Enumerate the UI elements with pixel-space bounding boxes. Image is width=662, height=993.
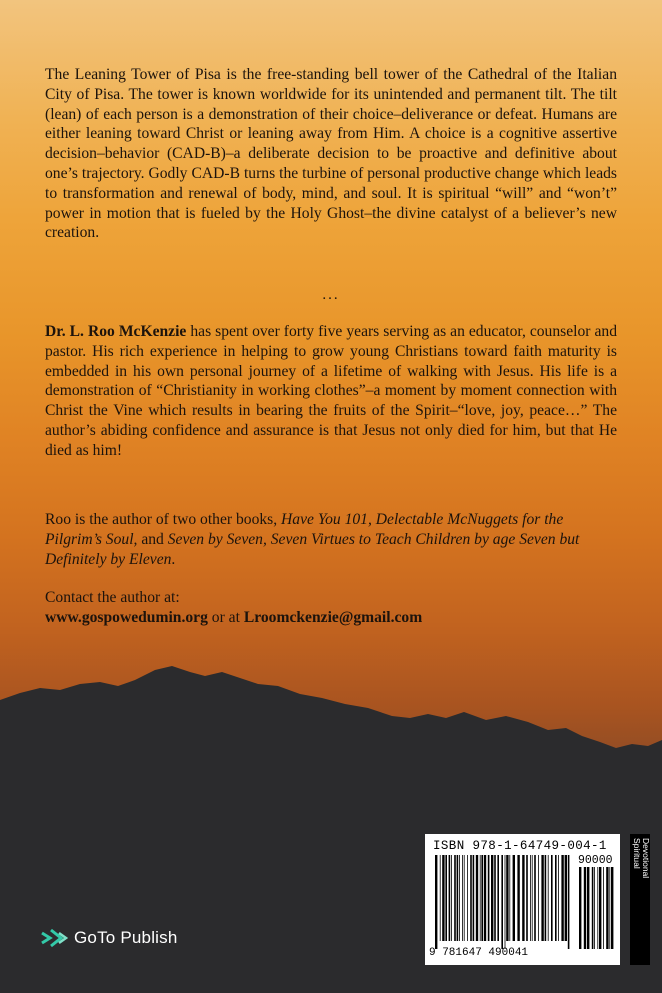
barcode-bar: [522, 855, 524, 941]
barcode-bar: [579, 867, 581, 949]
barcode-bar: [506, 855, 508, 941]
barcode-bar: [451, 855, 452, 941]
website-link[interactable]: www.gospowedumin.org: [45, 608, 208, 626]
barcode-bar: [467, 855, 468, 941]
barcode-bar: [565, 855, 567, 941]
barcode-bar: [442, 855, 444, 941]
publisher-name-part2: Publish: [115, 928, 178, 947]
email-link[interactable]: Lroomckenzie@gmail.com: [243, 608, 423, 626]
barcode-bar: [445, 855, 447, 941]
genre-text: [630, 834, 650, 969]
barcode-bar: [530, 855, 531, 941]
barcode-bar: [440, 855, 441, 941]
barcode-bar: [459, 855, 460, 941]
barcode-bar: [509, 855, 510, 941]
goto-publish-logo-icon: [40, 927, 68, 949]
barcode-bar: [541, 855, 543, 941]
leaning-tower-paragraph: The Leaning Tower of Pisa is the free-standing bell tower of the Cathedral of the Italian City of Pisa. The tower is known worldwide for its unintended and permanent tilt. The tilt (lean) of each person is a demonstration of their choice–deliverance or defeat. Humans are either leaning toward Christ or leaning away from Him. A choice is a cognitive assertive decision–behavior (CAD-B)–a deliberate decision to be proactive and definitive about one’s trajectory. Godly CAD-B turns the turbine of personal productive change which leads to transformation and renewal of body, mind, and soul. It is spiritual “will” and “won’t” power in motion that is fueled by the Holy Ghost–the divine catalyst of a believer’s new creation.: [45, 66, 617, 242]
author-bio-text: has spent over forty five years serving as an educator, counselor and pastor. His rich experience in helping to grow young Christians toward faith maturity is embedded in his own personal journey of a lifetime of walking with Jesus. His life is a demonstration of “Christianity in working clothes”–a moment by moment connection with Christ the Vine which results in bearing the fruits of the Spirit–“love, joy, peace…” The author’s abiding confidence and assurance is that Jesus not only died for him, but that He died as him!: [45, 323, 617, 459]
barcode-bar: [584, 867, 586, 949]
author-name: Dr. L. Roo McKenzie: [45, 323, 187, 340]
barcode-bar: [454, 855, 456, 941]
barcode-bar: [558, 855, 559, 941]
genre-line2: Spiritual: [632, 838, 642, 869]
ean-number: 9 781647 490041: [429, 947, 529, 959]
barcode-bar: [545, 855, 547, 941]
barcode-bar: [494, 855, 496, 941]
barcode-bar: [548, 855, 549, 941]
book-title-seven-by-seven: Seven by Seven, Seven Virtues to Teach Children by age Seven but Definitely by Eleven: [45, 530, 580, 568]
barcode-bar: [611, 867, 613, 949]
barcode-bar: [491, 855, 493, 941]
barcode-bar: [470, 855, 472, 941]
isbn-number: ISBN 978-1-64749-004-1: [433, 839, 607, 853]
barcode-bar: [606, 867, 608, 949]
barcode-bar: [597, 867, 598, 949]
barcode-bar: [480, 855, 481, 941]
genre-line1: Devotional: [641, 838, 651, 879]
barcode-bar: [532, 855, 533, 941]
other-books-paragraph: [45, 510, 617, 569]
barcode-bar: [592, 867, 594, 949]
publisher-name-part1: GoTo: [74, 928, 116, 947]
book-title-have-you-101: Have You 101, Delectable McNuggets for the Pilgrim’s Soul,: [45, 511, 564, 548]
other-books-end: .: [171, 550, 176, 568]
publisher-name: [74, 928, 178, 948]
barcode-bar: [513, 855, 515, 941]
barcode-bar: [568, 855, 570, 949]
other-books-and: and: [137, 530, 168, 548]
barcode-bar: [501, 855, 503, 949]
barcode-bar: [587, 867, 589, 949]
contact-label: Contact the author at:: [45, 589, 180, 606]
barcode-bar: [457, 855, 459, 941]
contact-paragraph: [45, 588, 617, 628]
barcode-bar: [551, 855, 553, 941]
price-code: 90000: [578, 854, 613, 867]
barcode-bar: [561, 855, 563, 941]
publisher-logo: [40, 925, 178, 951]
isbn-barcode: [425, 834, 620, 965]
barcode-bar: [599, 867, 601, 949]
author-bio-paragraph: [45, 322, 617, 461]
barcode-bar: [517, 855, 519, 941]
barcode-bar: [505, 855, 506, 949]
barcode-bar: [435, 855, 437, 949]
barcode-bar: [603, 867, 604, 949]
barcode-bar: [538, 855, 539, 941]
barcode-bar: [484, 855, 486, 941]
barcode-bar: [526, 855, 528, 941]
barcode-bar: [462, 855, 463, 941]
barcode-bar: [609, 867, 610, 949]
barcode-bar: [497, 855, 499, 941]
addon-barcode-bars: [579, 867, 615, 949]
barcode-bar: [464, 855, 465, 941]
barcode-bar: [555, 855, 557, 941]
genre-label-box: [630, 834, 650, 965]
barcode-bar: [594, 867, 595, 949]
other-books-intro: Roo is the author of two other books,: [45, 511, 282, 528]
contact-or: or at: [207, 608, 244, 626]
barcode-bar: [476, 855, 478, 941]
barcode-bar: [488, 855, 490, 941]
barcode-bar: [481, 855, 483, 941]
ean-barcode-bars: [435, 855, 571, 949]
barcode-bar: [534, 855, 536, 941]
section-separator: ...: [322, 287, 340, 303]
barcode-bar: [449, 855, 451, 941]
barcode-bar: [473, 855, 475, 941]
